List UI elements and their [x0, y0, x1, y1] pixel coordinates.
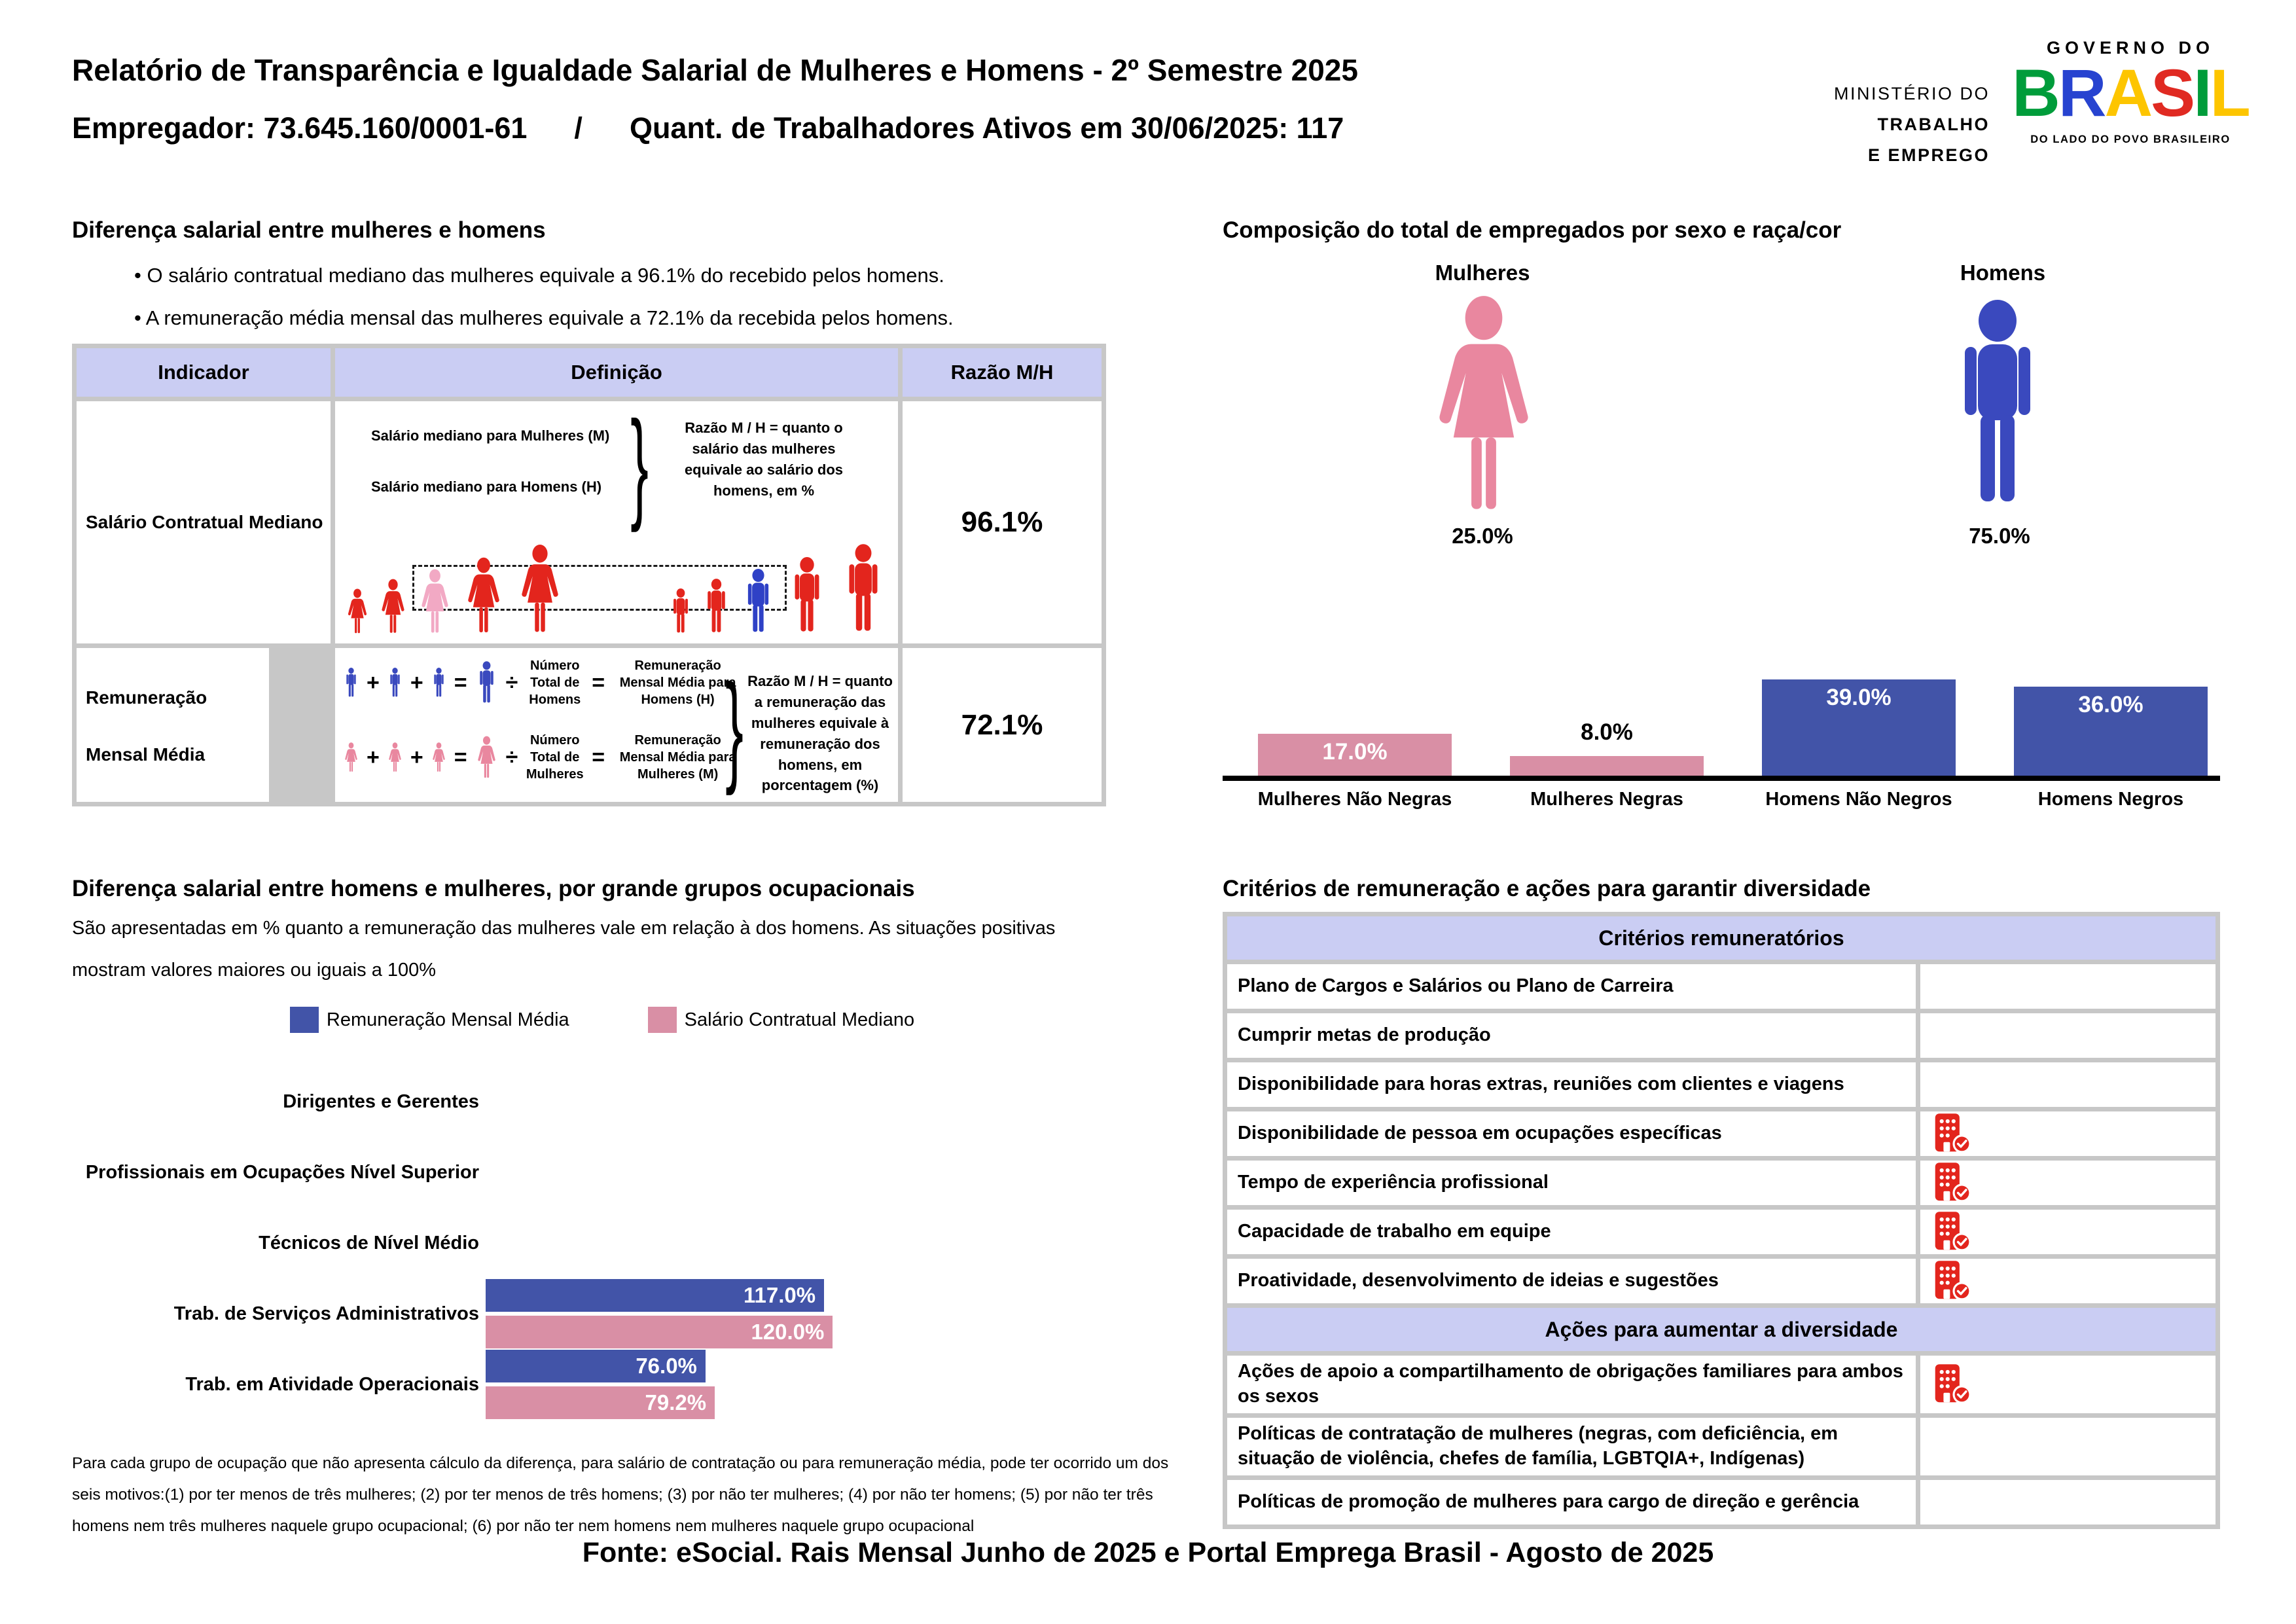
hbar-adm-salario [486, 1316, 833, 1348]
occupational-title: Diferença salarial entre homens e mulheres, por grande grupos ocupacionais [72, 876, 915, 901]
median-men-label: Salário mediano para Homens (H) [371, 478, 602, 495]
median-ratio-explain: Razão M / H = quanto o salário das mulheres equivale ao salário dos homens, em % [684, 420, 844, 499]
hbar-value-label: 76.0% [636, 1354, 697, 1378]
bar-value-label: 36.0% [2078, 691, 2144, 717]
row-mean-ratio: 72.1% [903, 648, 1102, 802]
women-equation [342, 732, 745, 783]
median-women-label: Salário mediano para Mulheres (M) [371, 427, 610, 444]
man-icon [835, 544, 891, 634]
brasil-letter: A [2104, 56, 2151, 130]
criteria-check-cell [1920, 1480, 2215, 1525]
col-header-indicador: Indicador [77, 348, 331, 397]
brace-glyph: } [725, 658, 744, 796]
composition-title: Composição do total de empregados por sexo e raça/cor [1223, 217, 1842, 243]
gov-logo-tagline: DO LADO DO POVO BRASILEIRO [2030, 134, 2231, 146]
occupational-desc-1: São apresentadas em % quanto a remuneração das mulheres vale em relação à dos homens. As situações positivas [72, 918, 1056, 939]
chart-baseline [1223, 776, 2220, 781]
salary-diff-title: Diferença salarial entre mulheres e homens [72, 217, 546, 243]
man-icon [783, 557, 831, 634]
men-equation [342, 657, 745, 708]
building-check-icon [1933, 1112, 1971, 1155]
ministry-line2: TRABALHO [1877, 115, 1990, 134]
men-label: Homens [1960, 261, 2046, 285]
row-median-ratio: 96.1% [903, 401, 1102, 643]
legend-item-salario [648, 1007, 914, 1033]
bar-mulheres-negras [1510, 719, 1704, 776]
criteria-check-cell [1920, 964, 2215, 1009]
occupation-label: Dirigentes e Gerentes [283, 1091, 479, 1112]
criteria-row-label: Plano de Cargos e Salários ou Plano de Carreira [1227, 964, 1916, 1009]
brasil-letter: B [2012, 56, 2058, 130]
legend-label: Salário Contratual Mediano [684, 1009, 915, 1030]
woman-icon [376, 579, 410, 634]
gov-logo-top-text: GOVERNO DO [2046, 38, 2215, 58]
hbar-oper-remuneracao [486, 1350, 706, 1382]
hbar-oper-salario [486, 1386, 715, 1419]
separator: / [574, 111, 583, 145]
criteria-check-cell [1920, 1013, 2215, 1058]
men-group-pictogram [666, 544, 891, 634]
brasil-letter: L [2210, 56, 2249, 130]
woman-icon [343, 588, 372, 634]
man-median-icon [738, 569, 779, 634]
woman-median-icon [414, 569, 456, 634]
indicator-table [72, 344, 1106, 806]
building-check-icon [1933, 1210, 1971, 1254]
man-large-icon [473, 661, 500, 704]
criteria-row-label: Capacidade de trabalho em equipe [1227, 1210, 1916, 1254]
source-footer: Fonte: eSocial. Rais Mensal Junho de 2025 e Portal Emprega Brasil - Agosto de 2025 [582, 1537, 1714, 1568]
brace-glyph: } [630, 401, 649, 533]
building-check-icon [1933, 1363, 1971, 1406]
bullet-mean-salary: • A remuneração média mensal das mulheres equivale a 72.1% da recebida pelos homens. [134, 306, 954, 329]
criteria-row-label: Proatividade, desenvolvimento de ideias e sugestões [1227, 1259, 1916, 1303]
employer-id: Empregador: 73.645.160/0001-61 [72, 111, 528, 145]
woman-pictogram-large [1415, 293, 1552, 516]
man-icon [429, 668, 448, 698]
row-median-indicator: Salário Contratual Mediano [77, 401, 331, 643]
category-label: Homens Negros [2037, 789, 2184, 810]
men-count-label: Número Total de Homens [529, 659, 581, 707]
hbar-value-label: 79.2% [645, 1390, 707, 1415]
criteria-row-label: Disponibilidade para horas extras, reuniões com clientes e viagens [1227, 1062, 1916, 1107]
criteria-section-header: Ações para aumentar a diversidade [1227, 1308, 2215, 1351]
divide-op: ÷ [505, 744, 518, 770]
bar-mulheres-nao-negras [1258, 734, 1452, 776]
brasil-wordmark [2009, 58, 2251, 128]
criteria-check-cell [1920, 1210, 2215, 1254]
employer-line [72, 111, 1344, 145]
woman-large-icon [473, 736, 500, 779]
hbar-value-label: 117.0% [744, 1283, 816, 1307]
man-pictogram-large [1932, 293, 2063, 516]
criteria-check-cell [1920, 1356, 2215, 1413]
col-header-razao: Razão M/H [903, 348, 1102, 397]
legend-item-remuneracao [290, 1007, 569, 1033]
occupation-label: Profissionais em Ocupações Nível Superior [85, 1162, 479, 1183]
criteria-section-header: Critérios remuneratórios [1227, 916, 2215, 960]
plus-op: + [367, 744, 380, 770]
criteria-row-label: Cumprir metas de produção [1227, 1013, 1916, 1058]
population-pictograms [343, 544, 891, 634]
women-count-label: Número Total de Mulheres [526, 733, 584, 782]
woman-icon [429, 742, 448, 772]
building-check-icon [1933, 1259, 1971, 1303]
women-label: Mulheres [1435, 261, 1530, 285]
legend-swatch-blue [290, 1007, 319, 1033]
occupational-footnote: Para cada grupo de ocupação que não apresenta cálculo da diferença, para salário de contratação ou para remuneração média, pode ter ocorrido um dos seis motivos:(1) por ter menos de três mulheres; (2) por ter menos de três homens; (3) por não ter mulheres; (4) por não ter homens; (5) por não ter três homens nem três mulheres naquele grupo ocupacional; (6) por não ter nem homens nem mulheres naquele grupo ocupacional [72, 1454, 1169, 1535]
women-result-label: Remuneração Mensal Média para Mulheres (M) [619, 733, 736, 782]
woman-icon [386, 742, 404, 772]
equals-op: = [592, 670, 605, 695]
bar-homens-negros [2014, 687, 2208, 776]
occupational-desc-2: mostram valores maiores ou iguais a 100% [72, 960, 437, 981]
plus-op: + [367, 670, 380, 695]
occupation-label: Técnicos de Nível Médio [259, 1233, 479, 1254]
plus-op: + [410, 670, 423, 695]
page-title: Relatório de Transparência e Igualdade Salarial de Mulheres e Homens - 2º Semestre 2025 [72, 53, 1358, 87]
legend-label: Remuneração Mensal Média [326, 1009, 569, 1030]
bar-value-label: 8.0% [1581, 719, 1633, 745]
category-label: Mulheres Não Negras [1257, 789, 1452, 810]
criteria-title: Critérios de remuneração e ações para garantir diversidade [1223, 876, 1871, 901]
man-icon [342, 668, 361, 698]
occupation-label: Trab. de Serviços Administrativos [173, 1303, 479, 1324]
bar-homens-nao-negros [1762, 679, 1956, 776]
men-result-label: Remuneração Mensal Média para Homens (H) [619, 659, 736, 707]
hbar-value-label: 120.0% [751, 1320, 825, 1344]
women-percentage: 25.0% [1452, 524, 1513, 548]
bar-value-label: 17.0% [1322, 738, 1388, 765]
man-icon [666, 588, 695, 634]
brasil-letter: S [2151, 56, 2194, 130]
equals-op: = [454, 670, 467, 695]
race-sex-bar-chart [1223, 588, 2220, 827]
plus-op: + [410, 744, 423, 770]
bullet-median-salary: • O salário contratual mediano das mulheres equivale a 96.1% do recebido pelos homens. [134, 264, 944, 287]
brasil-letter: I [2193, 56, 2210, 130]
criteria-check-cell [1920, 1418, 2215, 1475]
category-label: Mulheres Negras [1530, 789, 1683, 810]
row-mean-definition [335, 648, 898, 802]
active-workers: Quant. de Trabalhadores Ativos em 30/06/2025: 117 [629, 111, 1344, 145]
ministry-line1: MINISTÉRIO DO [1833, 84, 1990, 103]
governo-do-brasil-logo [2009, 38, 2251, 146]
criteria-row-label: Políticas de promoção de mulheres para cargo de direção e gerência [1227, 1480, 1916, 1525]
man-icon [386, 668, 404, 698]
chart-legend [72, 1007, 1132, 1033]
bar-value-label: 39.0% [1826, 684, 1892, 710]
ministry-logo [1767, 79, 1990, 171]
brasil-letter: R [2058, 56, 2105, 130]
women-group-pictogram [343, 544, 568, 634]
equals-op: = [592, 744, 605, 770]
category-label: Homens Não Negros [1765, 789, 1952, 810]
criteria-check-cell [1920, 1161, 2215, 1205]
building-check-icon [1933, 1161, 1971, 1204]
criteria-table [1223, 912, 2220, 1529]
row-mean-indicator: Remuneração Mensal Média [77, 648, 269, 802]
man-icon [699, 579, 734, 634]
criteria-check-cell [1920, 1111, 2215, 1156]
criteria-row-label: Tempo de experiência profissional [1227, 1161, 1916, 1205]
occupational-bar-chart [72, 1047, 1132, 1447]
equals-op: = [454, 744, 467, 770]
criteria-check-cell [1920, 1259, 2215, 1303]
woman-icon [342, 742, 361, 772]
ministry-line3: E EMPREGO [1867, 145, 1990, 165]
criteria-row-label: Ações de apoio a compartilhamento de obrigações familiares para ambos os sexos [1227, 1356, 1916, 1413]
legend-swatch-pink [648, 1007, 677, 1033]
men-percentage: 75.0% [1969, 524, 2030, 548]
criteria-row-label: Políticas de contratação de mulheres (negras, com deficiência, em situação de violência, chefes de família, LGBTQIA+, Indígenas) [1227, 1418, 1916, 1475]
mean-ratio-explain: Razão M / H = quanto a remuneração das mulheres equivale à remuneração dos homens, em porcentagem (%) [747, 673, 893, 794]
occupation-label: Trab. em Atividade Operacionais [185, 1374, 479, 1395]
row-median-definition [335, 401, 898, 643]
divide-op: ÷ [505, 670, 518, 695]
woman-icon [512, 544, 568, 634]
criteria-row-label: Disponibilidade de pessoa em ocupações específicas [1227, 1111, 1916, 1156]
hbar-adm-remuneracao [486, 1279, 824, 1312]
woman-icon [459, 557, 508, 634]
col-header-definicao: Definição [335, 348, 898, 397]
criteria-check-cell [1920, 1062, 2215, 1107]
